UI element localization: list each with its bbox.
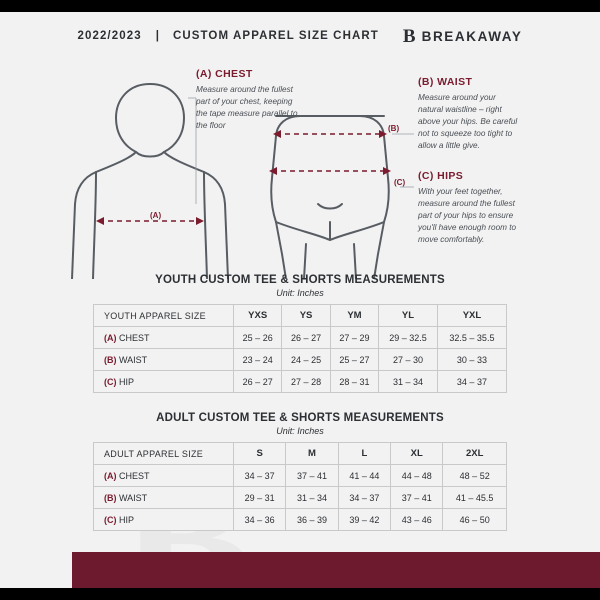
callout-hips-body: With your feet together, measure around the fullest part of your hips to ensure you'll have enough room to move comfortably. [418,187,517,244]
youth-col-2: YM [330,305,378,327]
youth-row-0-tag: (A) [104,332,119,343]
page-title: CUSTOM APPAREL SIZE CHART [172,30,379,42]
youth-row-2-header [94,371,234,393]
callout-chest-title: (A) CHEST [196,68,253,80]
adult-row-1-label: WAIST [119,492,148,503]
hips-left-outline [271,116,300,279]
navel-curve [318,204,342,209]
youth-cell-2-0: 26 – 27 [234,371,282,393]
adult-col-4: 2XL [443,443,507,465]
youth-row-header-label: YOUTH APPAREL SIZE [94,305,234,327]
youth-cell-0-4: 32.5 – 35.5 [437,327,506,349]
youth-cell-1-3: 27 – 30 [379,349,438,371]
table-row [94,509,507,531]
youth-cell-1-2: 25 – 27 [330,349,378,371]
adult-row-0-label: CHEST [119,470,150,481]
adult-cell-1-4: 41 – 45.5 [443,487,507,509]
bottom-black-bar [0,588,600,600]
youth-row-1-tag: (B) [104,354,119,365]
adult-table-unit: Unit: Inches [276,426,324,436]
adult-cell-0-4: 48 – 52 [443,465,507,487]
adult-cell-0-3: 44 – 48 [391,465,443,487]
youth-cell-0-1: 26 – 27 [282,327,330,349]
table-header-row [94,443,507,465]
callout-waist [418,76,522,151]
youth-col-4: YXL [437,305,506,327]
callout-hips-title: (C) HIPS [418,170,464,182]
youth-cell-0-2: 27 – 29 [330,327,378,349]
adult-cell-1-0: 29 – 31 [234,487,286,509]
chest-arrow-left-icon [96,217,104,225]
youth-cell-2-4: 34 – 37 [437,371,506,393]
adult-cell-2-4: 46 – 50 [443,509,507,531]
youth-cell-2-3: 31 – 34 [379,371,438,393]
youth-cell-0-0: 25 – 26 [234,327,282,349]
sheet [0,12,600,588]
youth-col-3: YL [379,305,438,327]
adult-table-title: ADULT CUSTOM TEE & SHORTS MEASUREMENTS [156,412,444,424]
youth-row-2-tag: (C) [104,376,119,387]
callout-waist-title: (B) WAIST [418,76,473,88]
youth-size-table [93,304,507,393]
table-row [94,487,507,509]
adult-row-1-tag: (B) [104,492,119,503]
table-row [94,327,507,349]
table-row [94,371,507,393]
youth-table-title: YOUTH CUSTOM TEE & SHORTS MEASUREMENTS [155,274,445,286]
adult-row-header-label: ADULT APPAREL SIZE [94,443,234,465]
adult-row-0-header [94,465,234,487]
youth-row-1-header [94,349,234,371]
adult-cell-0-2: 41 – 44 [338,465,390,487]
header [0,12,600,60]
brand-name: BREAKAWAY [421,28,523,44]
adult-cell-0-1: 37 – 41 [286,465,338,487]
youth-cell-0-3: 29 – 32.5 [379,327,438,349]
chest-marker-label: (A) [150,211,162,220]
header-separator: | [155,30,159,42]
adult-cell-2-0: 34 – 36 [234,509,286,531]
adult-cell-1-3: 37 – 41 [391,487,443,509]
youth-col-1: YS [282,305,330,327]
footer-maroon-band [72,552,600,588]
header-season: 2022/2023 [77,30,142,42]
adult-cell-2-2: 39 – 42 [338,509,390,531]
table-row [94,465,507,487]
youth-table-block [93,274,507,393]
chest-arrow-right-icon [196,217,204,225]
hips-marker-label: (C) [394,178,406,187]
adult-row-2-tag: (C) [104,514,119,525]
measurement-diagram [0,54,600,279]
torso-right-inner [204,172,207,279]
adult-row-1-header [94,487,234,509]
youth-cell-2-1: 27 – 28 [282,371,330,393]
adult-cell-2-3: 43 – 46 [391,509,443,531]
adult-row-2-header [94,509,234,531]
adult-cell-1-1: 31 – 34 [286,487,338,509]
adult-cell-0-0: 34 – 37 [234,465,286,487]
youth-cell-1-0: 23 – 24 [234,349,282,371]
youth-row-1-label: WAIST [119,354,148,365]
adult-cell-1-2: 34 – 37 [338,487,390,509]
callout-hips [418,170,522,245]
torso-left-outline [72,84,150,279]
adult-row-0-tag: (A) [104,470,119,481]
waist-marker-label: (B) [388,124,400,133]
youth-row-0-header [94,327,234,349]
table-header-row [94,305,507,327]
hips-right-outline [360,116,389,279]
adult-row-2-label: HIP [119,514,135,525]
youth-cell-1-1: 24 – 25 [282,349,330,371]
adult-cell-2-1: 36 – 39 [286,509,338,531]
youth-row-0-label: CHEST [119,332,150,343]
adult-col-3: XL [391,443,443,465]
callout-chest [196,68,304,132]
youth-row-2-label: HIP [119,376,135,387]
youth-cell-1-4: 30 – 33 [437,349,506,371]
adult-col-2: L [338,443,390,465]
youth-cell-2-2: 28 – 31 [330,371,378,393]
neck-base [136,152,164,157]
top-black-bar [0,0,600,12]
adult-col-0: S [234,443,286,465]
callout-waist-body: Measure around your natural waistline – right above your hips. Be careful not to squeeze too tight to allow a little give. [418,93,518,150]
youth-table-unit: Unit: Inches [276,288,324,298]
adult-col-1: M [286,443,338,465]
torso-left-inner [93,172,96,279]
youth-col-0: YXS [234,305,282,327]
breakaway-logo-icon: B [402,25,416,47]
adult-table-block [93,412,507,531]
callout-chest-body: Measure around the fullest part of your chest, keeping the tape measure parallel to the floor [196,85,298,130]
brand-lockup [403,27,523,46]
adult-size-table [93,442,507,531]
table-row [94,349,507,371]
